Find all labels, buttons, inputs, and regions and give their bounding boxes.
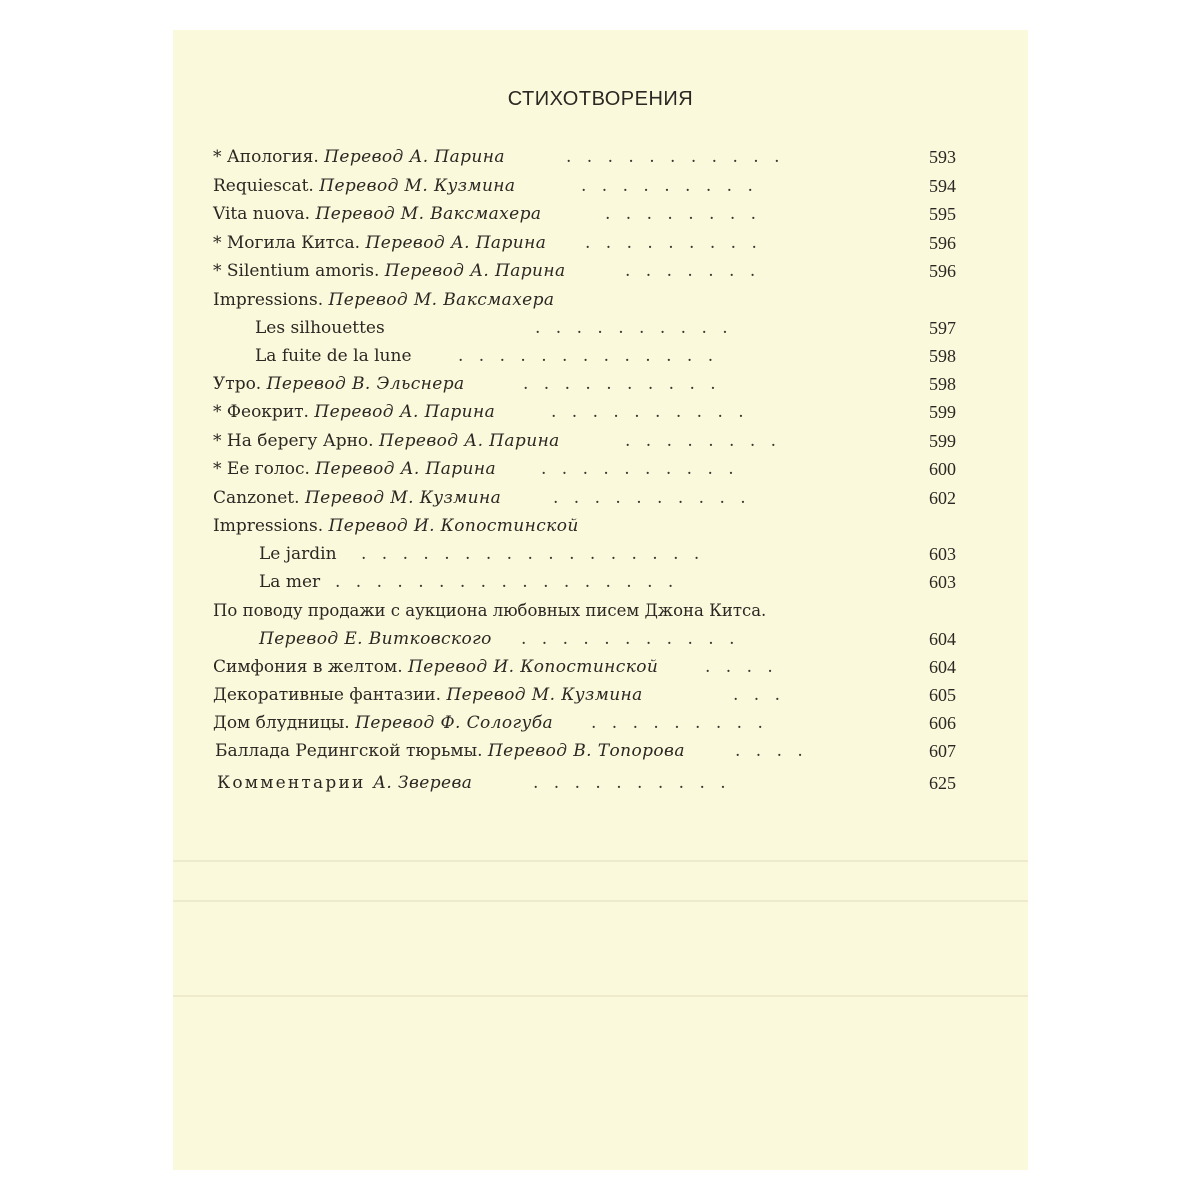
- section-title: СТИХОТВОРЕНИЯ: [507, 88, 694, 110]
- dot-leader: . . . . . . . . . .: [541, 459, 739, 479]
- toc-entry-translator: Перевод Е. Витковского: [259, 629, 492, 649]
- toc-entry-text: [259, 541, 337, 567]
- toc-entry-text: [213, 513, 579, 539]
- toc-entry: [173, 485, 1028, 511]
- dot-leader: . . . . . . . . . . . . . . . . .: [361, 544, 705, 564]
- toc-entry-title: Le jardin: [259, 544, 337, 564]
- toc-entry-page: 600: [929, 459, 956, 479]
- toc-entry: [173, 173, 1028, 199]
- toc-entry-translator: Перевод И. Копостинской: [408, 657, 659, 677]
- toc-entry-title: * Феокрит.: [213, 402, 315, 422]
- toc-entry-page: 607: [929, 741, 956, 761]
- toc-entry-text: [213, 173, 515, 199]
- toc-entry-title: Дом блудницы.: [213, 713, 356, 733]
- dot-leader: . . . .: [705, 657, 778, 677]
- toc-entry-title: Симфония в желтом.: [213, 657, 409, 677]
- toc-entry: [173, 258, 1028, 284]
- toc-entry: [173, 654, 1028, 680]
- dot-leader: . . . . . . . . . . . . .: [458, 346, 719, 366]
- toc-entry-text: [213, 654, 658, 680]
- toc-entry-text: [255, 343, 412, 369]
- dot-leader: . . . . . . . . .: [581, 176, 758, 196]
- toc-entry-title: Les silhouettes: [255, 318, 385, 338]
- toc-entry-title: Комментарии: [217, 773, 374, 793]
- toc-entry-page: 599: [929, 431, 956, 451]
- toc-entry-translator: Перевод А. Парина: [324, 147, 505, 167]
- toc-entry-text: [213, 399, 495, 425]
- toc-entry-page: 603: [929, 544, 956, 564]
- toc-entry-text: [213, 230, 546, 256]
- toc-entry-title: * Могила Китса.: [213, 233, 366, 253]
- dot-leader: . . . . . . . . . .: [523, 374, 721, 394]
- bleed-through-line: [173, 900, 1028, 902]
- toc-entry-page: 604: [929, 629, 956, 649]
- toc-entry-page: 598: [929, 374, 956, 394]
- toc-entry-title: Impressions.: [213, 516, 329, 536]
- toc-entry-page: 597: [929, 318, 956, 338]
- toc-entry-text: [213, 201, 541, 227]
- toc-entry-page: 596: [929, 233, 956, 253]
- dot-leader: . . . . . . . .: [625, 431, 782, 451]
- toc-entry-translator: Перевод М. Ваксмахера: [328, 290, 555, 310]
- dot-leader: . . . . . . . .: [605, 204, 762, 224]
- toc-entry: [173, 598, 1028, 624]
- toc-entry-translator: Перевод В. Топорова: [487, 741, 685, 761]
- toc-entry-title: La fuite de la lune: [255, 346, 412, 366]
- toc-entry-page: 603: [929, 572, 956, 592]
- dot-leader: . . . . . . . . . .: [533, 773, 731, 793]
- toc-entry-translator: А. Зверева: [373, 773, 473, 793]
- toc-entry-translator: Перевод А. Парина: [378, 431, 560, 451]
- dot-leader: . . . . . . . . . . .: [566, 147, 785, 167]
- dot-leader: . . . . . . . . .: [585, 233, 762, 253]
- toc-entry-translator: Перевод В. Эльснера: [266, 374, 465, 394]
- toc-entry: [173, 287, 1028, 313]
- toc-entry-text: [213, 144, 505, 170]
- toc-entry: [173, 399, 1028, 425]
- toc-entry-translator: Перевод М. Ваксмахера: [315, 204, 542, 224]
- toc-entry-translator: Перевод М. Кузмина: [304, 488, 502, 508]
- toc-entry-text: [215, 738, 685, 764]
- toc-entry-text: [213, 682, 643, 708]
- toc-entry-translator: Перевод М. Кузмина: [319, 176, 516, 196]
- toc-entry: [173, 626, 1028, 652]
- toc-entry-translator: Перевод А. Парина: [365, 233, 547, 253]
- toc-entry-text: [213, 710, 553, 736]
- toc-entry-page: 604: [929, 657, 956, 677]
- toc-entry-text: [213, 598, 766, 624]
- toc-entry-text: [213, 428, 560, 454]
- toc-entry: [173, 682, 1028, 708]
- toc-entry-text: [213, 371, 465, 397]
- toc-entry-title: Requiescat.: [213, 176, 320, 196]
- toc-entry-text: [213, 258, 566, 284]
- bleed-through-line: [173, 860, 1028, 862]
- toc-entry-title: По поводу продажи с аукциона любовных писем Джона Китса.: [213, 601, 767, 620]
- toc-entry-translator: Перевод Ф. Сологуба: [355, 713, 554, 733]
- toc-entry-page: 595: [929, 204, 956, 224]
- toc-entry-text: [259, 569, 320, 595]
- toc-entry: [173, 428, 1028, 454]
- toc-entry-translator: Перевод А. Парина: [384, 261, 566, 281]
- toc-entry-translator: Перевод И. Копостинской: [328, 516, 579, 536]
- toc-entry-page: 605: [929, 685, 956, 705]
- toc-entry-title: Impressions.: [213, 290, 329, 310]
- toc-entry: [173, 315, 1028, 341]
- dot-leader: . . . . . . . . . . .: [521, 629, 740, 649]
- toc-entry: [173, 201, 1028, 227]
- toc-entry-page: 598: [929, 346, 956, 366]
- dot-leader: . . . . . . .: [625, 261, 761, 281]
- toc-entry-title: * Silentium amoris.: [213, 261, 385, 281]
- toc-entry: [173, 541, 1028, 567]
- toc-entry-page: 596: [929, 261, 956, 281]
- toc-entry-text: [217, 770, 472, 796]
- toc-entry-page: 594: [929, 176, 956, 196]
- dot-leader: . . .: [733, 685, 786, 705]
- toc-entry: [173, 738, 1028, 764]
- toc-entry-translator: Перевод А. Парина: [314, 402, 496, 422]
- toc-entry-title: * На берегу Арно.: [213, 431, 379, 451]
- toc-entry-title: Утро.: [213, 374, 267, 394]
- dot-leader: . . . . . . . . . .: [535, 318, 733, 338]
- book-page: [173, 30, 1028, 1170]
- toc-entry-text: [255, 315, 385, 341]
- toc-entry-page: 593: [929, 147, 956, 167]
- toc-entry: [173, 710, 1028, 736]
- toc-entry-page: 599: [929, 402, 956, 422]
- bleed-through-line: [173, 995, 1028, 997]
- toc-entry: [173, 343, 1028, 369]
- dot-leader: . . . .: [735, 741, 808, 761]
- dot-leader: . . . . . . . . . . . . . . . . .: [335, 572, 679, 592]
- toc-entry: [173, 144, 1028, 170]
- toc-entry: [173, 569, 1028, 595]
- toc-entry-title: Декоративные фантазии.: [213, 685, 447, 705]
- toc-entry: [173, 513, 1028, 539]
- toc-entry-page: 602: [929, 488, 956, 508]
- toc-entry-text: [213, 485, 501, 511]
- toc-entry-title: * Ее голос.: [213, 459, 316, 479]
- toc-entry: [173, 230, 1028, 256]
- toc-entry-title: Vita nuova.: [213, 204, 316, 224]
- toc-entry: [173, 371, 1028, 397]
- toc-entry: [173, 456, 1028, 482]
- toc-entry-title: * Апология.: [213, 147, 325, 167]
- toc-entry-title: La mer: [259, 572, 321, 592]
- toc-entry-title: Баллада Редингской тюрьмы.: [215, 741, 488, 761]
- dot-leader: . . . . . . . . . .: [553, 488, 751, 508]
- toc-entry: [173, 770, 1028, 796]
- toc-entry-page: 625: [929, 773, 956, 793]
- dot-leader: . . . . . . . . .: [591, 713, 768, 733]
- toc-entry-translator: Перевод А. Парина: [315, 459, 497, 479]
- toc-entry-text: [213, 456, 496, 482]
- toc-entry-page: 606: [929, 713, 956, 733]
- toc-entry-text: [259, 626, 492, 652]
- dot-leader: . . . . . . . . . .: [551, 402, 749, 422]
- toc-entry-title: Canzonet.: [213, 488, 305, 508]
- toc-entry-text: [213, 287, 554, 313]
- toc-entry-translator: Перевод М. Кузмина: [446, 685, 643, 705]
